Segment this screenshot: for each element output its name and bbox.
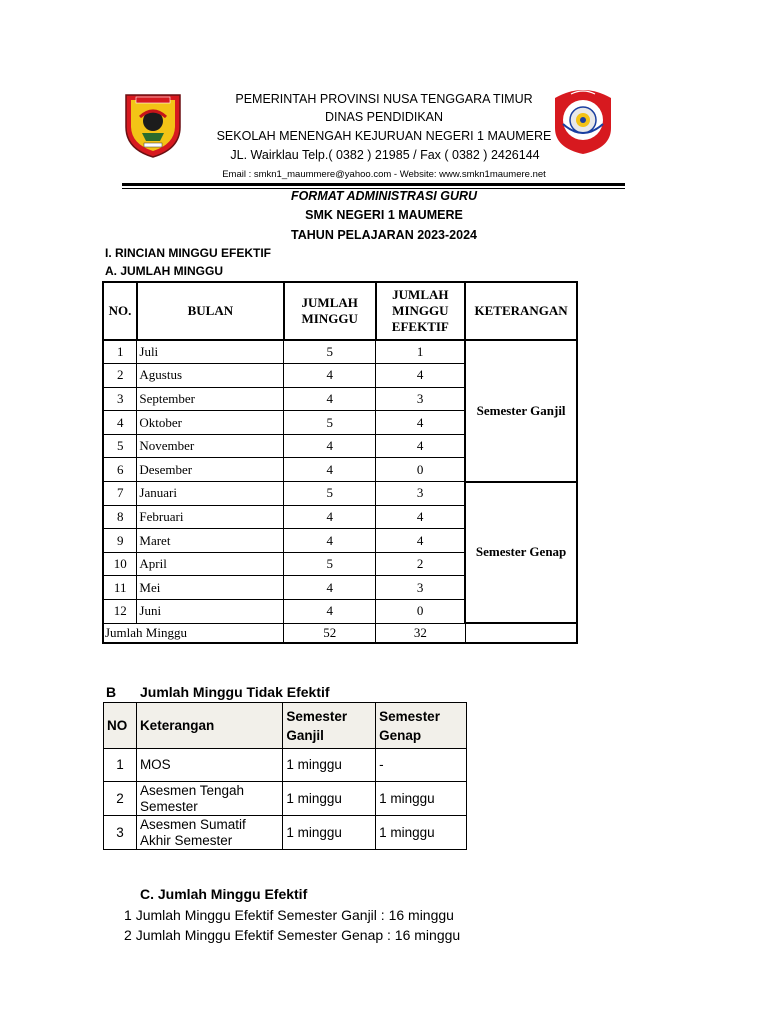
row-no: 2: [103, 364, 137, 388]
list-item-number: 2: [124, 927, 132, 943]
row-no: 2: [104, 782, 137, 816]
total-label: Jumlah Minggu: [103, 623, 284, 643]
row-efektif: 4: [376, 434, 466, 458]
document-school: SMK NEGERI 1 MAUMERE: [305, 208, 463, 222]
row-efektif: 3: [376, 576, 466, 600]
header-no: NO.: [103, 282, 137, 340]
header-semester-genap: Semester Genap: [376, 703, 467, 749]
letterhead-school: SEKOLAH MENENGAH KEJURUAN NEGERI 1 MAUMERE: [216, 129, 552, 143]
row-no: 4: [103, 411, 137, 435]
table-row: [103, 340, 577, 364]
row-bulan: Februari: [137, 505, 284, 529]
list-item-text: Jumlah Minggu Efektif Semester Ganjil : 16 minggu: [135, 907, 454, 923]
row-genap: -: [376, 749, 467, 782]
list-item-text: Jumlah Minggu Efektif Semester Genap : 16 minggu: [135, 927, 461, 943]
row-efektif: 4: [376, 529, 466, 553]
row-no: 3: [104, 816, 137, 850]
row-bulan: Oktober: [137, 411, 284, 435]
row-bulan: November: [137, 434, 284, 458]
row-minggu: 4: [284, 576, 376, 600]
row-keterangan: MOS: [136, 749, 282, 782]
row-bulan: Januari: [137, 482, 284, 506]
row-minggu: 5: [284, 482, 376, 506]
row-ganjil: 1 minggu: [283, 749, 376, 782]
section-b-heading: Jumlah Minggu Tidak Efektif: [140, 684, 330, 700]
row-efektif: 4: [376, 505, 466, 529]
row-efektif: 2: [376, 552, 466, 576]
semester-genap-label: Semester Genap: [465, 482, 577, 624]
row-efektif: 3: [376, 387, 466, 411]
row-minggu: 4: [284, 505, 376, 529]
header-jumlah-minggu: JUMLAH MINGGU: [284, 282, 376, 340]
row-ganjil: 1 minggu: [283, 816, 376, 850]
row-minggu: 5: [284, 411, 376, 435]
row-no: 1: [104, 749, 137, 782]
row-ganjil: 1 minggu: [283, 782, 376, 816]
row-minggu: 4: [284, 364, 376, 388]
header-bulan: BULAN: [137, 282, 284, 340]
section-c-heading: C. Jumlah Minggu Efektif: [140, 886, 308, 902]
header-no: NO: [104, 703, 137, 749]
table-row: [104, 816, 467, 850]
row-efektif: 0: [376, 458, 466, 482]
row-bulan: April: [137, 552, 284, 576]
row-efektif: 1: [376, 340, 466, 364]
header-keterangan: Keterangan: [136, 703, 282, 749]
row-minggu: 4: [284, 434, 376, 458]
row-no: 10: [103, 552, 137, 576]
row-minggu: 5: [284, 552, 376, 576]
row-bulan: Agustus: [137, 364, 284, 388]
section-a-heading: A. JUMLAH MINGGU: [105, 264, 223, 278]
row-bulan: Desember: [137, 458, 284, 482]
row-no: 12: [103, 600, 137, 624]
document-year: TAHUN PELAJARAN 2023-2024: [291, 228, 477, 242]
row-bulan: Maret: [137, 529, 284, 553]
row-genap: 1 minggu: [376, 782, 467, 816]
non-effective-weeks-table: [103, 702, 467, 850]
header-semester-ganjil: Semester Ganjil: [283, 703, 376, 749]
row-no: 6: [103, 458, 137, 482]
row-minggu: 5: [284, 340, 376, 364]
row-minggu: 4: [284, 600, 376, 624]
letterhead-agency: DINAS PENDIDIKAN: [324, 110, 444, 124]
row-no: 9: [103, 529, 137, 553]
table-row: [104, 749, 467, 782]
list-item: [124, 907, 454, 923]
table-row: [104, 782, 467, 816]
row-no: 11: [103, 576, 137, 600]
row-bulan: September: [137, 387, 284, 411]
header-keterangan: KETERANGAN: [465, 282, 577, 340]
total-efektif: 32: [376, 623, 466, 643]
row-no: 7: [103, 482, 137, 506]
row-efektif: 4: [376, 364, 466, 388]
total-keterangan: [465, 623, 577, 643]
section-i-heading: I. RINCIAN MINGGU EFEKTIF: [105, 246, 271, 260]
total-minggu: 52: [284, 623, 376, 643]
row-bulan: Juli: [137, 340, 284, 364]
row-keterangan: Asesmen Sumatif Akhir Semester: [136, 816, 282, 850]
letterhead-divider: [122, 183, 625, 186]
row-no: 1: [103, 340, 137, 364]
row-efektif: 0: [376, 600, 466, 624]
row-minggu: 4: [284, 529, 376, 553]
row-no: 5: [103, 434, 137, 458]
row-keterangan: Asesmen Tengah Semester: [136, 782, 282, 816]
row-minggu: 4: [284, 458, 376, 482]
semester-ganjil-label: Semester Ganjil: [465, 340, 577, 482]
letterhead-government: PEMERINTAH PROVINSI NUSA TENGGARA TIMUR: [235, 92, 533, 106]
list-item-number: 1: [124, 907, 132, 923]
letterhead-address: JL. Wairklau Telp.( 0382 ) 21985 / Fax ( 0382 ) 2426144: [230, 148, 540, 162]
row-bulan: Mei: [137, 576, 284, 600]
row-genap: 1 minggu: [376, 816, 467, 850]
weeks-table: [102, 281, 578, 644]
letterhead-contact: Email : smkn1_maummere@yahoo.com - Website: www.smkn1maumere.net: [222, 169, 546, 180]
total-row: [103, 623, 577, 643]
list-item: [124, 927, 460, 943]
document-title: FORMAT ADMINISTRASI GURU: [290, 189, 478, 203]
row-efektif: 3: [376, 482, 466, 506]
row-no: 8: [103, 505, 137, 529]
row-efektif: 4: [376, 411, 466, 435]
section-b-letter: B: [106, 684, 117, 700]
header-jumlah-minggu-efektif: JUMLAH MINGGU EFEKTIF: [376, 282, 466, 340]
row-bulan: Juni: [137, 600, 284, 624]
row-no: 3: [103, 387, 137, 411]
table-row: [103, 482, 577, 506]
row-minggu: 4: [284, 387, 376, 411]
